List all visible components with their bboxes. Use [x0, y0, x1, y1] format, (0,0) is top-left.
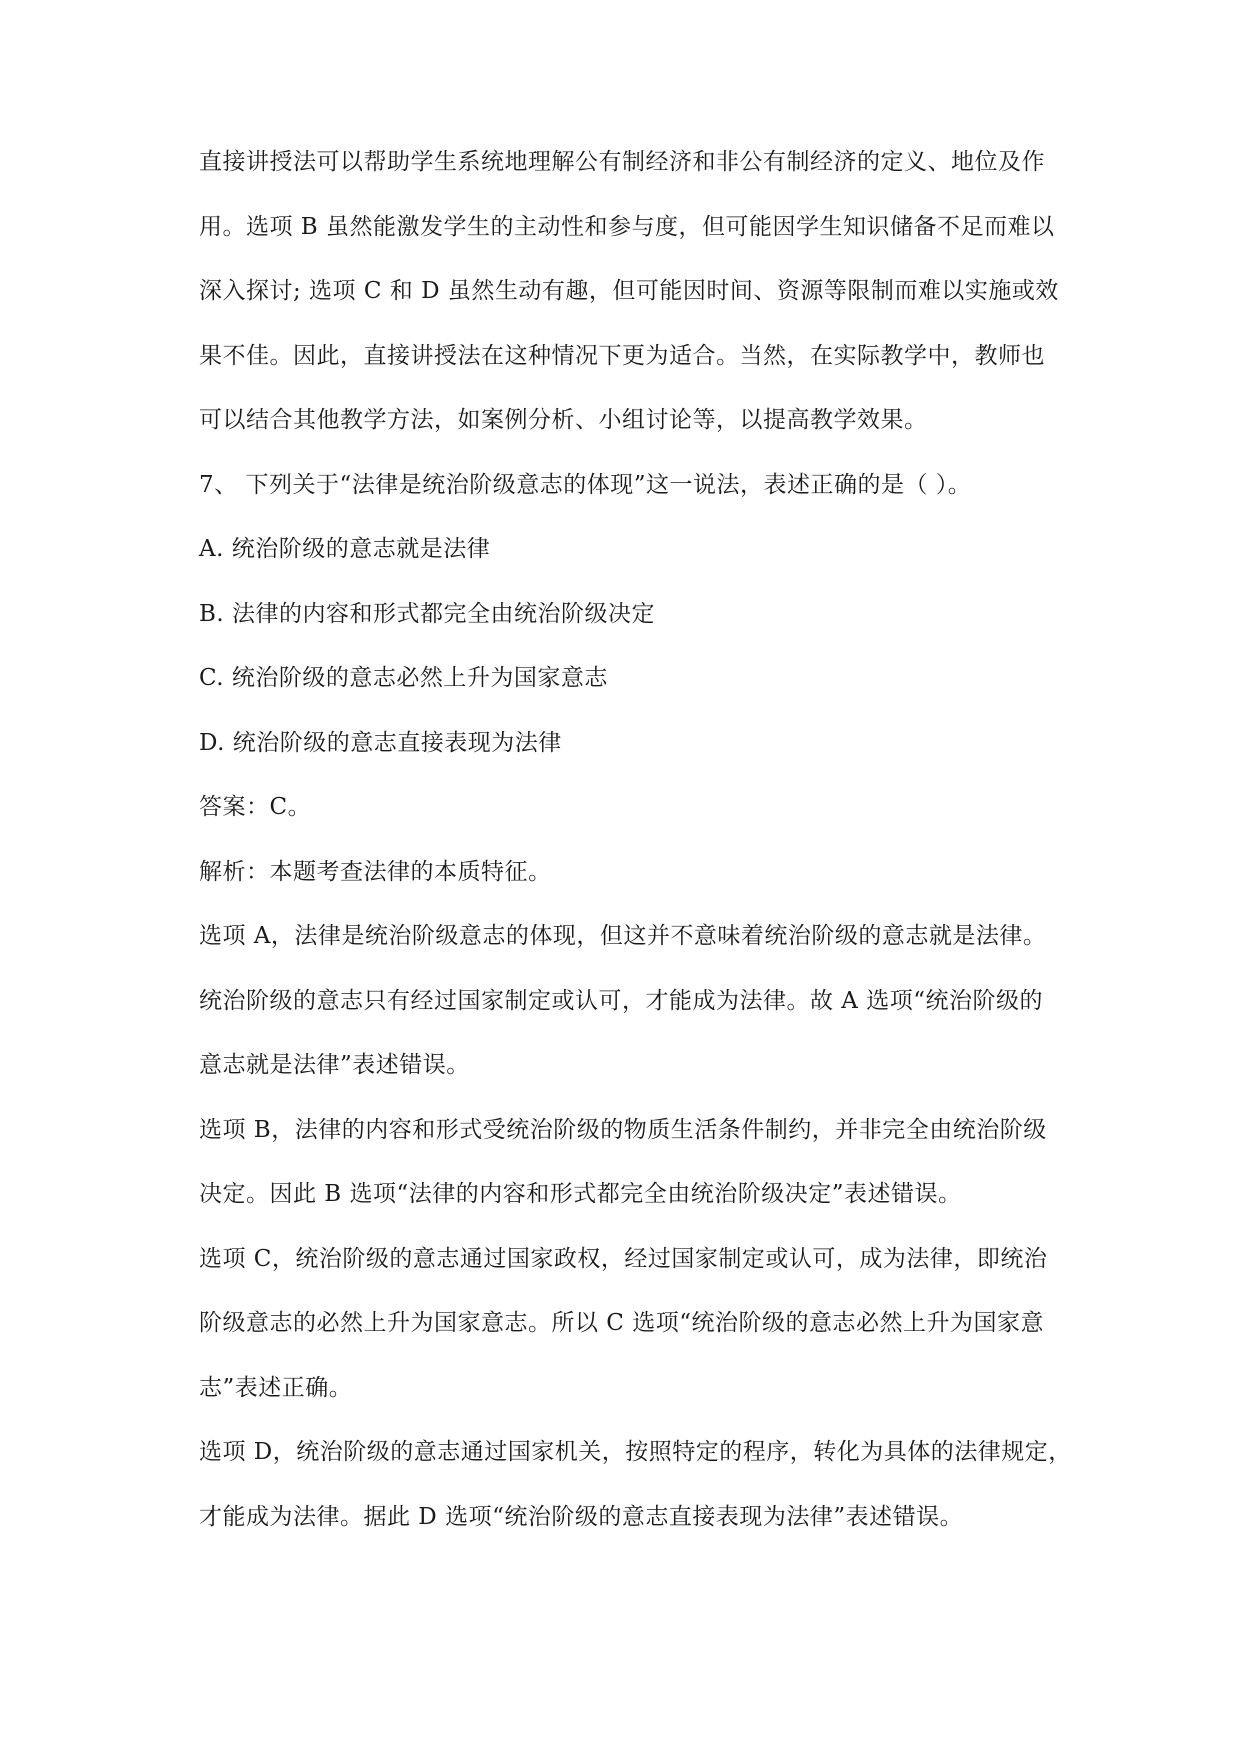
paragraph-line: 用。选项 B 虽然能激发学生的主动性和参与度，但可能因学生知识储备不足而难以	[199, 213, 1055, 240]
paragraph-line: 志”表述正确。	[199, 1374, 353, 1401]
paragraph-line: 选项 A，法律是统治阶级意志的体现，但这并不意味着统治阶级的意志就是法律。	[199, 923, 1047, 949]
option-d: D. 统治阶级的意志直接表现为法律	[199, 729, 562, 756]
paragraph-line: 选项 C，统治阶级的意志通过国家政权，经过国家制定或认可，成为法律，即统治	[199, 1245, 1048, 1272]
paragraph-line: 阶级意志的必然上升为国家意志。所以 C 选项“统治阶级的意志必然上升为国家意	[199, 1310, 1044, 1336]
paragraph-line: 选项 D，统治阶级的意志通过国家机关，按照特定的程序，转化为具体的法律规定，	[199, 1439, 1072, 1465]
paragraph-line: 可以结合其他教学方法，如案例分析、小组讨论等，以提高教学效果。	[199, 407, 928, 433]
paragraph-line: 选项 B，法律的内容和形式受统治阶级的物质生活条件制约，并非完全由统治阶级	[199, 1116, 1047, 1143]
analysis-line: 解析：本题考查法律的本质特征。	[199, 858, 552, 885]
option-c: C. 统治阶级的意志必然上升为国家意志	[199, 665, 608, 691]
paragraph-line: 直接讲授法可以帮助学生系统地理解公有制经济和非公有制经济的定义、地位及作	[199, 149, 1045, 175]
option-b: B. 法律的内容和形式都完全由统治阶级决定	[199, 600, 656, 627]
paragraph-line: 意志就是法律”表述错误。	[199, 1052, 470, 1078]
paragraph-line: 果不佳。因此，直接讲授法在这种情况下更为适合。当然，在实际教学中，教师也	[199, 342, 1045, 369]
document-body	[199, 148, 1079, 1567]
paragraph-line: 统治阶级的意志只有经过国家制定或认可，才能成为法律。故 A 选项“统治阶级的	[199, 987, 1043, 1014]
answer-line: 答案：C。	[199, 794, 312, 820]
paragraph-line: 才能成为法律。据此 D 选项“统治阶级的意志直接表现为法律”表述错误。	[199, 1503, 964, 1530]
paragraph-line: 决定。因此 B 选项“法律的内容和形式都完全由统治阶级决定”表述错误。	[199, 1181, 962, 1207]
option-a: A. 统治阶级的意志就是法律	[199, 536, 491, 562]
question-stem: 7、 下列关于“法律是统治阶级意志的体现”这一说法，表述正确的是（ ）。	[199, 471, 972, 498]
paragraph-line: 深入探讨; 选项 C 和 D 虽然生动有趣，但可能因时间、资源等限制而难以实施或效	[199, 278, 1059, 304]
